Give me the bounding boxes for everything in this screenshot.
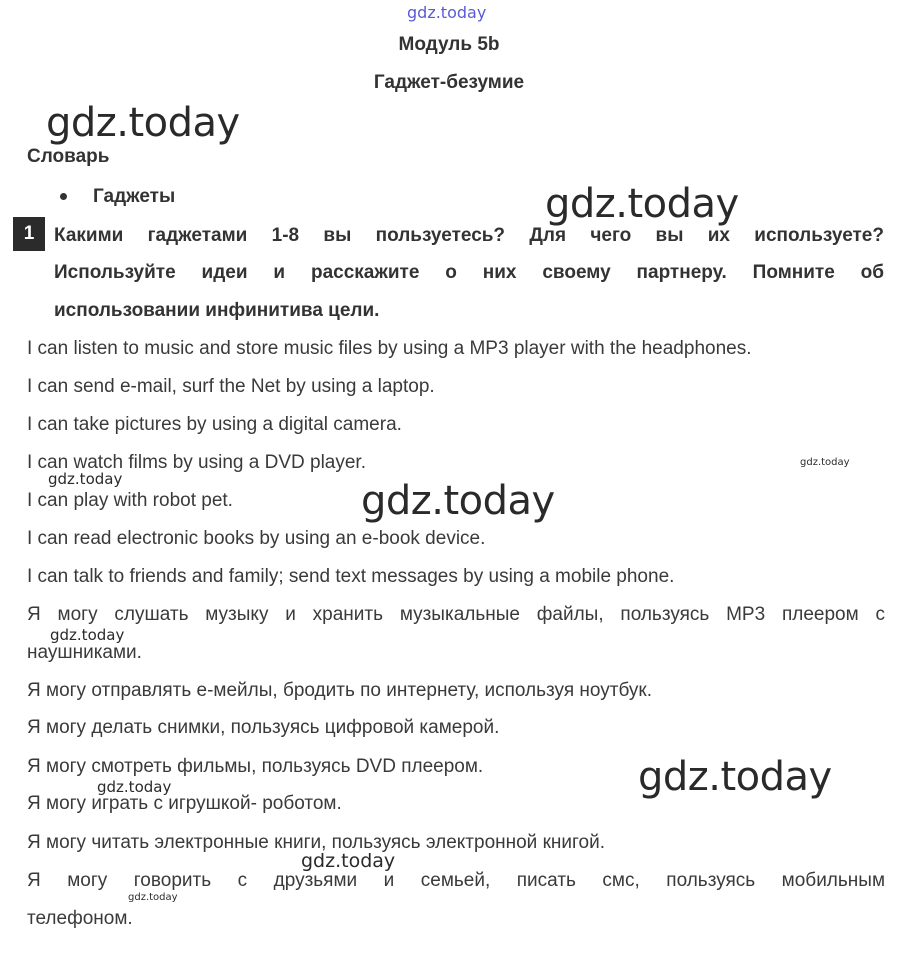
watermark: gdz.today: [407, 3, 487, 22]
answer-line-en: I can listen to music and store music files by using a MP3 player with the headphones.: [27, 338, 752, 359]
answer-line-en: I can send e-mail, surf the Net by using a laptop.: [27, 376, 435, 397]
answer-line-ru: Я могу отправлять е-мейлы, бродить по интернету, используя ноутбук.: [27, 680, 652, 701]
answer-line-ru: Я могу читать электронные книги, пользуясь электронной книгой.: [27, 832, 605, 853]
watermark: gdz.today: [128, 892, 178, 903]
bullet-item: Гаджеты: [93, 186, 176, 207]
answer-line-ru: Я могу слушать музыку и хранить музыкальные файлы, пользуясь MP3 плеером с: [27, 604, 885, 625]
watermark: gdz.today: [361, 478, 555, 524]
module-title: Модуль 5b: [398, 34, 500, 55]
answer-line-en: I can watch films by using a DVD player.: [27, 452, 366, 473]
section-heading: Словарь: [27, 146, 110, 167]
watermark: gdz.today: [638, 754, 832, 800]
answer-line-ru: Я могу смотреть фильмы, пользуясь DVD плеером.: [27, 756, 484, 777]
task-number: 1: [13, 217, 45, 251]
answer-line-ru: Я могу делать снимки, пользуясь цифровой камерой.: [27, 717, 500, 738]
watermark: gdz.today: [46, 100, 240, 146]
task-text-line: Какими гаджетами 1-8 вы пользуетесь? Для чего вы их используете?: [54, 225, 884, 246]
answer-line-en: I can take pictures by using a digital camera.: [27, 414, 402, 435]
watermark: gdz.today: [301, 850, 396, 872]
answer-line-ru: наушниками.: [27, 642, 142, 663]
answer-line-en: I can read electronic books by using an e-book device.: [27, 528, 486, 549]
answer-line-en: I can play with robot pet.: [27, 490, 233, 511]
task-text-line: использовании инфинитива цели.: [54, 300, 380, 321]
bullet-icon: [60, 193, 67, 200]
watermark: gdz.today: [97, 778, 172, 796]
page-title: Гаджет-безумие: [373, 72, 525, 93]
watermark: gdz.today: [48, 470, 123, 488]
task-text-line: Используйте идеи и расскажите о них своему партнеру. Помните об: [54, 262, 884, 283]
answer-line-ru: Я могу говорить с друзьями и семьей, писать смс, пользуясь мобильным: [27, 870, 885, 891]
answer-line-ru: телефоном.: [27, 908, 133, 929]
watermark: gdz.today: [545, 181, 739, 227]
answer-line-ru: Я могу играть с игрушкой- роботом.: [27, 793, 342, 814]
answer-line-en: I can talk to friends and family; send text messages by using a mobile phone.: [27, 566, 675, 587]
watermark: gdz.today: [800, 457, 850, 468]
watermark: gdz.today: [50, 626, 125, 644]
